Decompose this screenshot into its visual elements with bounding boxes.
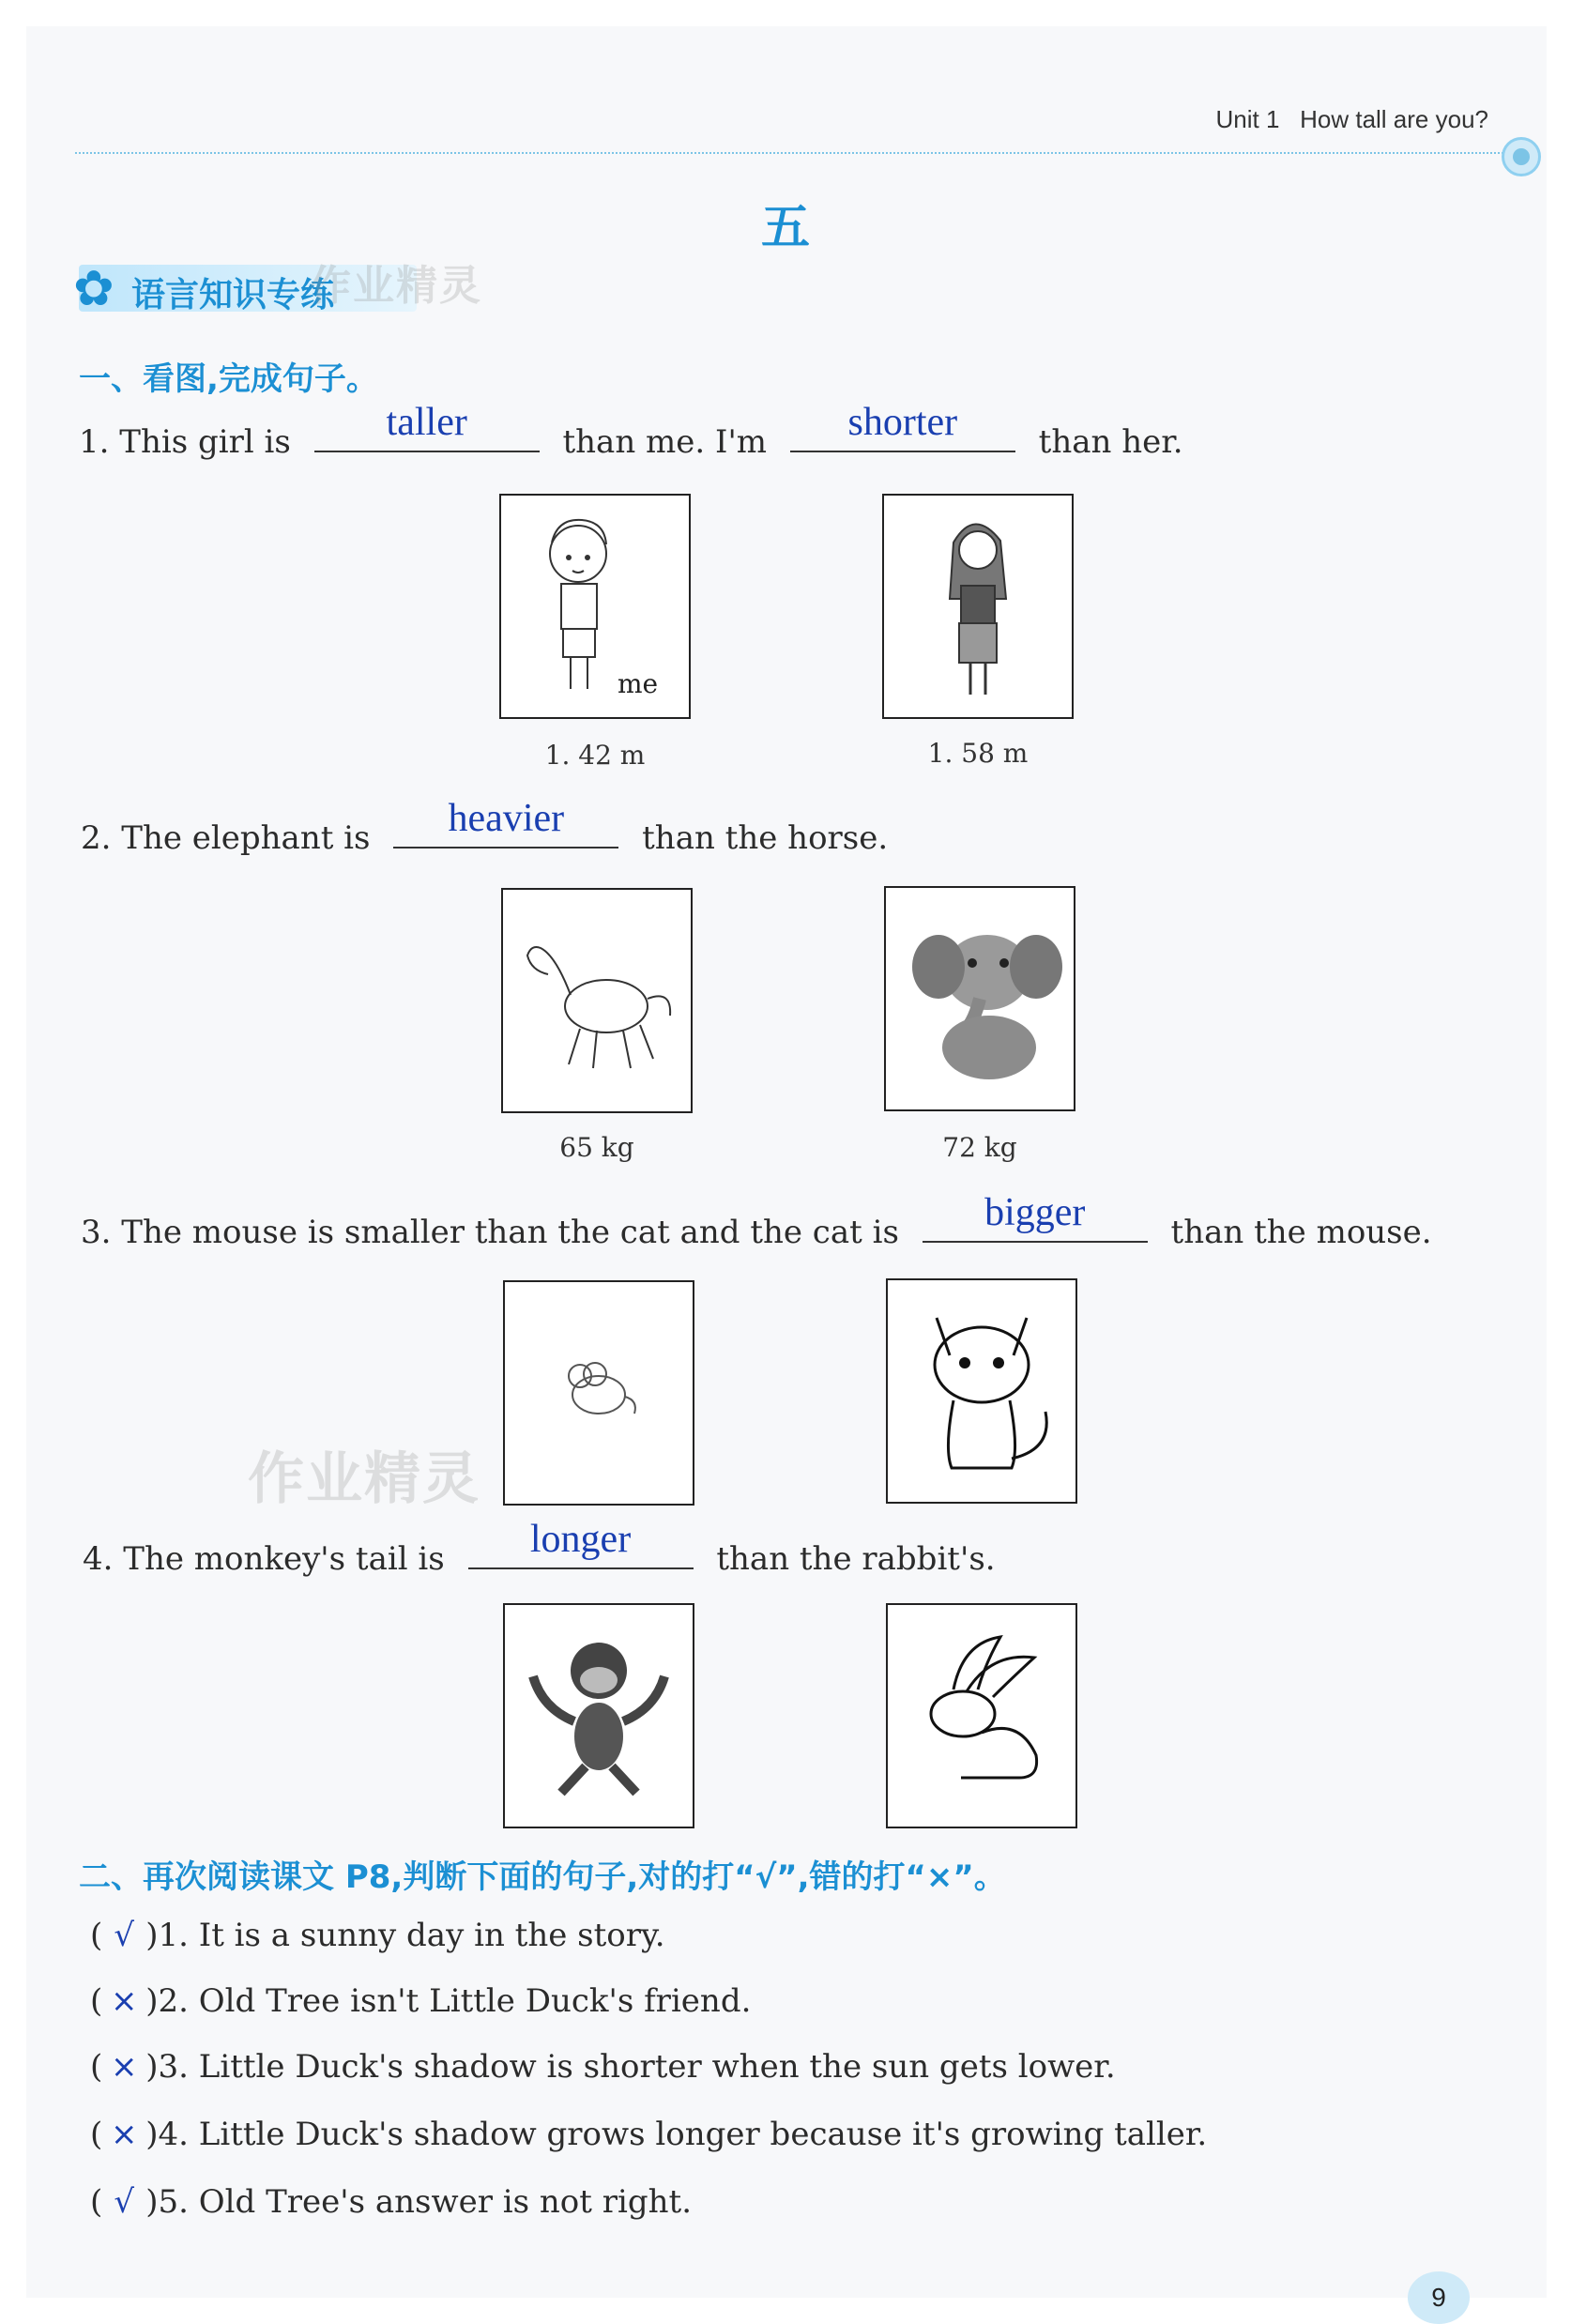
part2-title: 二、再次阅读课文 P8,判断下面的句子,对的打“√”,错的打“×”。 xyxy=(79,1858,1006,1896)
q1-answer-2: shorter xyxy=(847,401,958,444)
judgement-item-2: ( × )2. Old Tree isn't Little Duck's friend. xyxy=(90,1982,752,2020)
unit-title: How tall are you? xyxy=(1300,105,1488,133)
question-1 xyxy=(79,401,1183,461)
header-divider xyxy=(75,152,1511,154)
judgement-mark-2[interactable]: × xyxy=(111,1982,138,2020)
q2-left-caption: 65 kg xyxy=(559,1132,634,1163)
unit-label: Unit 1 xyxy=(1215,105,1280,133)
rabbit-picture xyxy=(886,1603,1077,1828)
watermark-top: 作业精灵 xyxy=(310,262,482,310)
girl-picture xyxy=(882,494,1074,719)
q2-answer: heavier xyxy=(448,797,565,840)
judgement-item-5: ( √ )5. Old Tree's answer is not right. xyxy=(90,2183,693,2221)
q1-text-pre: This girl is xyxy=(119,423,291,461)
q1-number: 1. xyxy=(79,423,110,461)
question-3 xyxy=(81,1191,1432,1251)
q4-text-pre: The monkey's tail is xyxy=(123,1540,445,1578)
q1-text-post: than her. xyxy=(1038,423,1183,461)
q2-number: 2. xyxy=(81,819,112,857)
mouse-picture xyxy=(503,1280,694,1506)
me-label: me xyxy=(618,668,659,699)
q2-right-caption: 72 kg xyxy=(942,1132,1017,1163)
q2-blank[interactable] xyxy=(393,797,618,849)
judgement-mark-1[interactable]: √ xyxy=(114,1917,135,1954)
horse-picture xyxy=(501,888,693,1113)
header-circle-icon xyxy=(1502,137,1541,176)
page-number: 9 xyxy=(1408,2271,1470,2324)
q2-text-post: than the horse. xyxy=(642,819,889,857)
judgement-text-1: )1. It is a sunny day in the story. xyxy=(145,1917,665,1954)
star-icon: ✿ xyxy=(73,261,114,317)
question-2 xyxy=(81,797,889,857)
boy-picture xyxy=(499,494,691,719)
judgement-text-2: )2. Old Tree isn't Little Duck's friend. xyxy=(145,1982,752,2020)
q1-answer-1: taller xyxy=(386,401,467,444)
lesson-title: 五 xyxy=(760,200,810,256)
q3-number: 3. xyxy=(81,1214,112,1251)
judgement-text-4: )4. Little Duck's shadow grows longer because it's growing taller. xyxy=(145,2116,1208,2153)
q1-left-caption: 1. 42 m xyxy=(544,740,646,771)
q1-blank-1[interactable] xyxy=(314,401,540,452)
section-label: 语言知识专练 xyxy=(131,276,335,314)
q3-text-post: than the mouse. xyxy=(1170,1214,1432,1251)
watermark-middle: 作业精灵 xyxy=(248,1446,480,1512)
q3-blank[interactable] xyxy=(923,1191,1148,1243)
q3-text-pre: The mouse is smaller than the cat and the cat is xyxy=(121,1214,899,1251)
q1-blank-2[interactable] xyxy=(790,401,1015,452)
judgement-mark-4[interactable]: × xyxy=(111,2116,138,2153)
question-4 xyxy=(83,1518,996,1578)
monkey-picture xyxy=(503,1603,694,1828)
q2-text-pre: The elephant is xyxy=(121,819,371,857)
q1-right-caption: 1. 58 m xyxy=(927,738,1029,769)
judgement-mark-5[interactable]: √ xyxy=(114,2183,135,2221)
elephant-picture xyxy=(884,886,1075,1111)
q4-number: 4. xyxy=(83,1540,114,1578)
q4-text-post: than the rabbit's. xyxy=(716,1540,996,1578)
cat-picture xyxy=(886,1278,1077,1504)
q3-answer: bigger xyxy=(984,1191,1086,1234)
running-header xyxy=(1216,105,1488,134)
part1-title: 一、看图,完成句子。 xyxy=(79,360,378,398)
q1-text-mid: than me. I'm xyxy=(562,423,768,461)
judgement-text-5: )5. Old Tree's answer is not right. xyxy=(145,2183,693,2221)
q4-blank[interactable] xyxy=(468,1518,694,1569)
judgement-text-3: )3. Little Duck's shadow is shorter when the sun gets lower. xyxy=(145,2048,1116,2086)
q4-answer: longer xyxy=(529,1518,632,1561)
judgement-item-3: ( × )3. Little Duck's shadow is shorter when the sun gets lower. xyxy=(90,2048,1116,2086)
judgement-mark-3[interactable]: × xyxy=(111,2048,138,2086)
judgement-item-1: ( √ )1. It is a sunny day in the story. xyxy=(90,1917,665,1954)
judgement-item-4: ( × )4. Little Duck's shadow grows longer because it's growing taller. xyxy=(90,2116,1208,2153)
